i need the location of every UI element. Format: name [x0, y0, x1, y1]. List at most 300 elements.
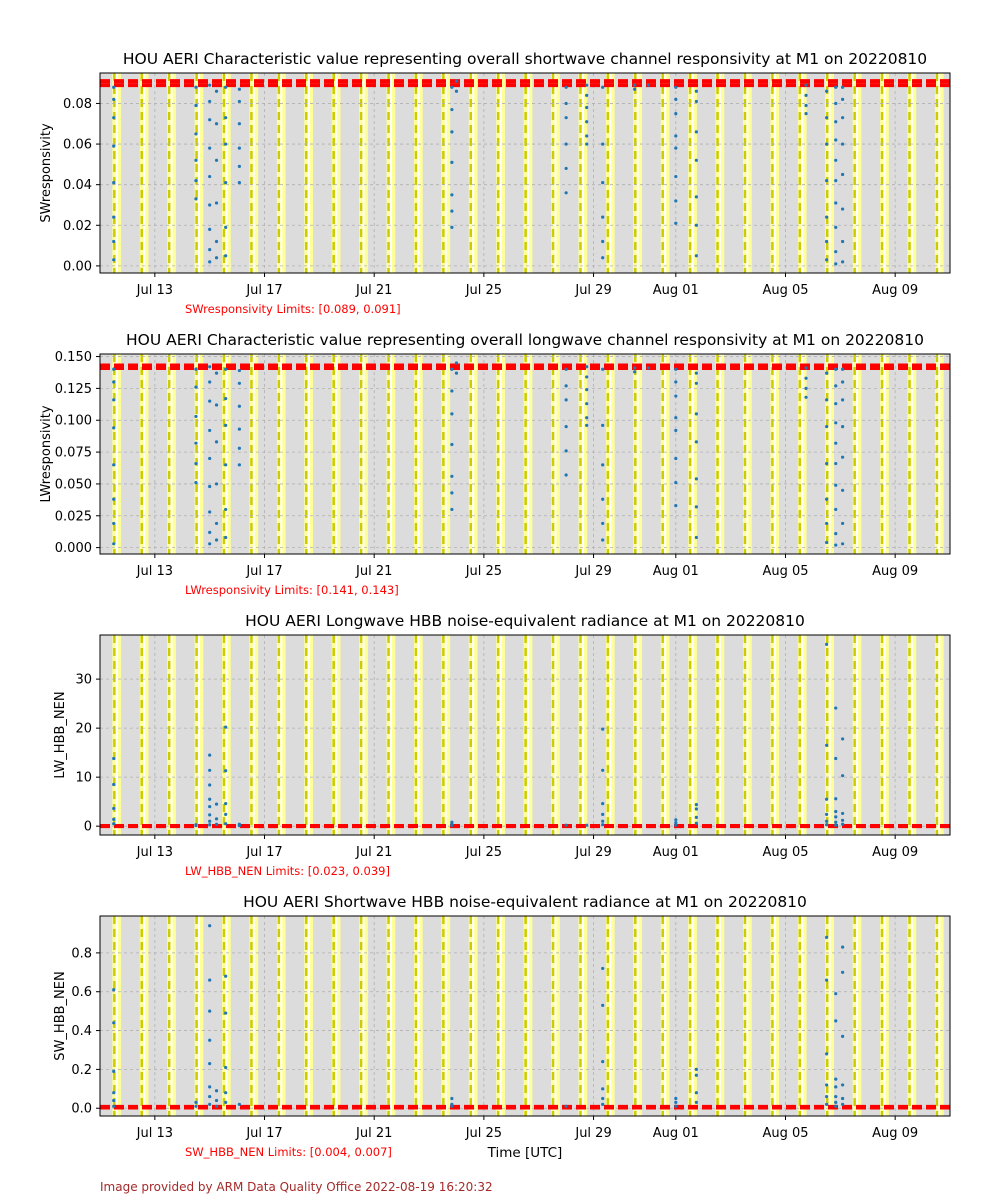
data-point: [450, 130, 453, 133]
data-point: [585, 824, 588, 827]
noon-band: [911, 916, 913, 1116]
data-point: [112, 1099, 115, 1102]
data-point: [565, 425, 568, 428]
data-point: [112, 988, 115, 991]
data-point: [674, 1097, 677, 1100]
data-point: [804, 396, 807, 399]
noon-band: [116, 354, 118, 554]
data-point: [674, 824, 677, 827]
noon-band: [856, 635, 858, 835]
noon-band: [171, 354, 173, 554]
data-point: [674, 86, 677, 89]
data-point: [695, 254, 698, 257]
data-point: [238, 428, 241, 431]
noon-band: [280, 73, 282, 273]
data-point: [194, 86, 197, 89]
noon-band: [445, 916, 447, 1116]
data-point: [194, 159, 197, 162]
data-point: [112, 144, 115, 147]
data-point: [208, 118, 211, 121]
data-point: [601, 256, 604, 259]
data-point: [825, 823, 828, 826]
data-point: [194, 368, 197, 371]
data-point: [841, 1083, 844, 1086]
data-point: [208, 228, 211, 231]
data-point: [450, 475, 453, 478]
x-tick-label: Jul 29: [575, 1126, 612, 1141]
data-point: [112, 783, 115, 786]
y-tick-label: 0: [83, 819, 92, 835]
noon-band: [362, 916, 364, 1116]
data-point: [834, 706, 837, 709]
data-point: [841, 240, 844, 243]
data-point: [674, 481, 677, 484]
data-point: [585, 424, 588, 427]
data-point: [112, 822, 115, 825]
data-point: [674, 457, 677, 460]
data-point: [194, 415, 197, 418]
noon-band: [472, 354, 474, 554]
data-point: [601, 368, 604, 371]
data-point: [601, 728, 604, 731]
data-point: [194, 132, 197, 135]
data-point: [238, 100, 241, 103]
data-point: [695, 224, 698, 227]
data-point: [834, 120, 837, 123]
noon-band: [582, 635, 584, 835]
data-point: [834, 992, 837, 995]
data-point: [633, 84, 636, 87]
data-point: [841, 98, 844, 101]
data-point: [834, 421, 837, 424]
noon-band: [938, 73, 940, 273]
data-point: [215, 159, 218, 162]
data-point: [585, 94, 588, 97]
data-point: [804, 387, 807, 390]
data-point: [674, 134, 677, 137]
data-point: [825, 1095, 828, 1098]
noon-band: [938, 635, 940, 835]
data-point: [215, 256, 218, 259]
data-point: [585, 416, 588, 419]
noon-band: [664, 635, 666, 835]
data-point: [841, 1097, 844, 1100]
data-point: [215, 122, 218, 125]
data-point: [450, 1105, 453, 1108]
noon-band: [253, 916, 255, 1116]
noon-band: [280, 916, 282, 1116]
data-point: [208, 1085, 211, 1088]
data-point: [112, 757, 115, 760]
panel-title: HOU AERI Characteristic value representing overall longwave channel responsivity at M1 on 20220810: [126, 331, 924, 349]
data-point: [825, 372, 828, 375]
data-point: [804, 104, 807, 107]
y-tick-label: 0.00: [63, 259, 92, 275]
noon-band: [143, 916, 145, 1116]
data-point: [208, 100, 211, 103]
data-point: [825, 258, 828, 261]
noon-band: [198, 354, 200, 554]
data-point: [208, 400, 211, 403]
data-point: [601, 1060, 604, 1063]
data-point: [112, 258, 115, 261]
noon-band: [500, 635, 502, 835]
noon-band: [774, 916, 776, 1116]
noon-band: [253, 635, 255, 835]
data-point: [208, 510, 211, 513]
noon-band: [801, 635, 803, 835]
data-point: [455, 90, 458, 93]
data-point: [841, 380, 844, 383]
data-point: [208, 175, 211, 178]
noon-band: [746, 635, 748, 835]
x-tick-label: Aug 05: [762, 845, 809, 860]
y-axis-label: LWresponsivity: [39, 405, 54, 503]
data-point: [450, 368, 453, 371]
x-tick-label: Jul 17: [246, 845, 283, 860]
data-point: [585, 375, 588, 378]
noon-band: [609, 635, 611, 835]
noon-band: [664, 916, 666, 1116]
noon-band: [966, 635, 968, 835]
data-point: [565, 384, 568, 387]
data-point: [841, 489, 844, 492]
noon-band: [719, 354, 721, 554]
noon-band: [362, 354, 364, 554]
data-point: [834, 159, 837, 162]
y-tick-label: 0.000: [54, 541, 92, 557]
data-point: [674, 380, 677, 383]
data-point: [112, 1091, 115, 1094]
noon-band: [116, 73, 118, 273]
y-tick-label: 30: [75, 672, 92, 688]
data-point: [565, 86, 568, 89]
data-point: [194, 1101, 197, 1104]
data-point: [825, 813, 828, 816]
data-point: [841, 398, 844, 401]
data-point: [224, 1091, 227, 1094]
data-point: [215, 403, 218, 406]
data-point: [834, 368, 837, 371]
x-tick-label: Jul 25: [465, 1126, 503, 1141]
data-point: [841, 86, 844, 89]
data-point: [238, 122, 241, 125]
x-tick-label: Aug 09: [872, 1126, 919, 1141]
noon-band: [582, 916, 584, 1116]
data-point: [695, 100, 698, 103]
data-point: [834, 1095, 837, 1098]
data-point: [601, 424, 604, 427]
noon-band: [527, 635, 529, 835]
noon-band: [911, 635, 913, 835]
data-point: [825, 216, 828, 219]
data-point: [834, 1078, 837, 1081]
noon-band: [774, 354, 776, 554]
data-point: [194, 1105, 197, 1108]
noon-band: [719, 916, 721, 1116]
data-point: [215, 817, 218, 820]
data-point: [215, 803, 218, 806]
y-tick-label: 0.2: [71, 1062, 92, 1078]
panel-4: [53, 893, 971, 1161]
data-point: [695, 159, 698, 162]
data-point: [841, 737, 844, 740]
noon-band: [554, 354, 556, 554]
noon-band: [883, 73, 885, 273]
data-point: [224, 975, 227, 978]
data-point: [215, 1105, 218, 1108]
data-point: [215, 538, 218, 541]
data-point: [825, 744, 828, 747]
noon-band: [417, 354, 419, 554]
daylight-band: [962, 635, 971, 835]
data-point: [601, 240, 604, 243]
data-point: [112, 98, 115, 101]
data-point: [647, 366, 650, 369]
data-point: [215, 90, 218, 93]
data-point: [841, 116, 844, 119]
y-tick-label: 0.125: [54, 381, 92, 397]
y-tick-label: 0.100: [54, 413, 92, 429]
x-tick-label: Aug 01: [652, 283, 699, 298]
data-point: [674, 147, 677, 150]
data-point: [455, 361, 458, 364]
data-point: [841, 542, 844, 545]
data-point: [834, 532, 837, 535]
noon-band: [253, 354, 255, 554]
data-point: [601, 823, 604, 826]
data-point: [585, 402, 588, 405]
data-point: [208, 798, 211, 801]
data-point: [450, 1097, 453, 1100]
y-tick-label: 0.08: [63, 96, 92, 112]
limits-label: SWresponsivity Limits: [0.089, 0.091]: [185, 302, 401, 316]
noon-band: [198, 635, 200, 835]
x-axis-label: Time [UTC]: [487, 1145, 563, 1161]
noon-band: [308, 354, 310, 554]
noon-band: [911, 354, 913, 554]
data-point: [238, 824, 241, 827]
x-tick-label: Jul 17: [246, 564, 283, 579]
noon-band: [801, 354, 803, 554]
data-point: [208, 1039, 211, 1042]
data-point: [695, 382, 698, 385]
data-point: [841, 260, 844, 263]
plot-area: [85, 354, 971, 554]
noon-band: [500, 73, 502, 273]
panel-title: HOU AERI Characteristic value representing overall shortwave channel responsivity at M1 on 20220810: [122, 50, 928, 68]
data-point: [601, 86, 604, 89]
data-point: [208, 485, 211, 488]
data-point: [674, 98, 677, 101]
y-tick-label: 0.04: [63, 178, 92, 194]
data-point: [565, 398, 568, 401]
noon-band: [609, 73, 611, 273]
noon-band: [280, 354, 282, 554]
data-point: [194, 179, 197, 182]
data-point: [208, 805, 211, 808]
panel-2: [39, 331, 971, 597]
data-point: [112, 807, 115, 810]
data-point: [224, 536, 227, 539]
data-point: [601, 216, 604, 219]
daylight-band: [962, 73, 971, 273]
data-point: [601, 142, 604, 145]
y-tick-label: 0.075: [54, 445, 92, 461]
noon-band: [801, 73, 803, 273]
y-tick-label: 0.025: [54, 509, 92, 525]
limits-label: LW_HBB_NEN Limits: [0.023, 0.039]: [185, 864, 390, 878]
panel-1: [39, 50, 971, 316]
data-point: [208, 813, 211, 816]
data-point: [450, 193, 453, 196]
noon-band: [362, 73, 364, 273]
noon-band: [500, 354, 502, 554]
data-point: [585, 365, 588, 368]
data-point: [834, 815, 837, 818]
y-axis-label: SWresponsivity: [39, 123, 54, 223]
x-tick-label: Jul 29: [575, 845, 612, 860]
data-point: [841, 774, 844, 777]
noon-band: [719, 73, 721, 273]
data-point: [112, 1070, 115, 1073]
noon-band: [527, 354, 529, 554]
data-point: [450, 491, 453, 494]
noon-band: [829, 635, 831, 835]
noon-band: [774, 73, 776, 273]
noon-band: [445, 73, 447, 273]
limits-label: SW_HBB_NEN Limits: [0.004, 0.007]: [185, 1145, 392, 1159]
noon-band: [335, 354, 337, 554]
noon-band: [472, 635, 474, 835]
data-point: [674, 222, 677, 225]
x-tick-label: Aug 01: [652, 564, 699, 579]
data-point: [224, 1101, 227, 1104]
data-point: [224, 226, 227, 229]
noon-band: [308, 916, 310, 1116]
data-point: [112, 818, 115, 821]
data-point: [238, 369, 241, 372]
noon-band: [143, 354, 145, 554]
noon-band: [308, 73, 310, 273]
data-point: [695, 440, 698, 443]
x-tick-label: Aug 09: [872, 845, 919, 860]
data-point: [585, 134, 588, 137]
data-point: [825, 522, 828, 525]
data-point: [565, 116, 568, 119]
data-point: [565, 1105, 568, 1108]
noon-band: [609, 354, 611, 554]
data-point: [238, 1103, 241, 1106]
panel-title: HOU AERI Shortwave HBB noise-equivalent radiance at M1 on 20220810: [243, 893, 807, 911]
daylight-band: [962, 354, 971, 554]
data-point: [674, 112, 677, 115]
data-point: [674, 818, 677, 821]
data-point: [112, 542, 115, 545]
data-point: [834, 462, 837, 465]
data-point: [834, 508, 837, 511]
data-point: [194, 462, 197, 465]
data-point: [208, 823, 211, 826]
data-point: [695, 90, 698, 93]
data-point: [834, 797, 837, 800]
data-point: [834, 484, 837, 487]
data-point: [674, 394, 677, 397]
data-point: [841, 819, 844, 822]
data-point: [695, 477, 698, 480]
noon-band: [692, 635, 694, 835]
noon-band: [692, 73, 694, 273]
data-point: [825, 1083, 828, 1086]
noon-band: [445, 635, 447, 835]
noon-band: [746, 73, 748, 273]
noon-band: [883, 354, 885, 554]
data-point: [565, 824, 568, 827]
data-point: [601, 820, 604, 823]
data-point: [601, 463, 604, 466]
data-point: [825, 240, 828, 243]
data-point: [695, 1091, 698, 1094]
x-tick-label: Jul 13: [136, 564, 174, 579]
data-point: [565, 102, 568, 105]
noon-band: [472, 916, 474, 1116]
data-point: [224, 769, 227, 772]
noon-band: [143, 635, 145, 835]
noon-band: [692, 916, 694, 1116]
data-point: [834, 201, 837, 204]
data-point: [208, 978, 211, 981]
noon-band: [582, 73, 584, 273]
plot-area: [85, 916, 971, 1116]
data-point: [208, 924, 211, 927]
noon-band: [253, 73, 255, 273]
noon-band: [171, 916, 173, 1116]
noon-band: [582, 354, 584, 554]
data-point: [450, 824, 453, 827]
data-point: [194, 442, 197, 445]
data-point: [825, 978, 828, 981]
data-point: [215, 1089, 218, 1092]
data-point: [112, 426, 115, 429]
data-point: [601, 1103, 604, 1106]
data-point: [208, 365, 211, 368]
data-point: [695, 1101, 698, 1104]
x-tick-label: Aug 01: [652, 845, 699, 860]
limits-label: LWresponsivity Limits: [0.141, 0.143]: [185, 583, 399, 597]
data-point: [224, 397, 227, 400]
data-point: [695, 803, 698, 806]
data-point: [834, 1101, 837, 1104]
data-point: [112, 86, 115, 89]
data-point: [208, 1103, 211, 1106]
x-tick-label: Jul 25: [465, 564, 503, 579]
data-point: [215, 482, 218, 485]
noon-band: [664, 354, 666, 554]
data-point: [194, 197, 197, 200]
data-point: [841, 522, 844, 525]
data-point: [841, 1035, 844, 1038]
data-point: [601, 522, 604, 525]
data-point: [565, 191, 568, 194]
data-point: [841, 173, 844, 176]
y-tick-label: 10: [75, 770, 92, 786]
noon-band: [198, 73, 200, 273]
noon-band: [335, 73, 337, 273]
noon-band: [774, 635, 776, 835]
noon-band: [801, 916, 803, 1116]
data-point: [224, 181, 227, 184]
data-point: [238, 447, 241, 450]
